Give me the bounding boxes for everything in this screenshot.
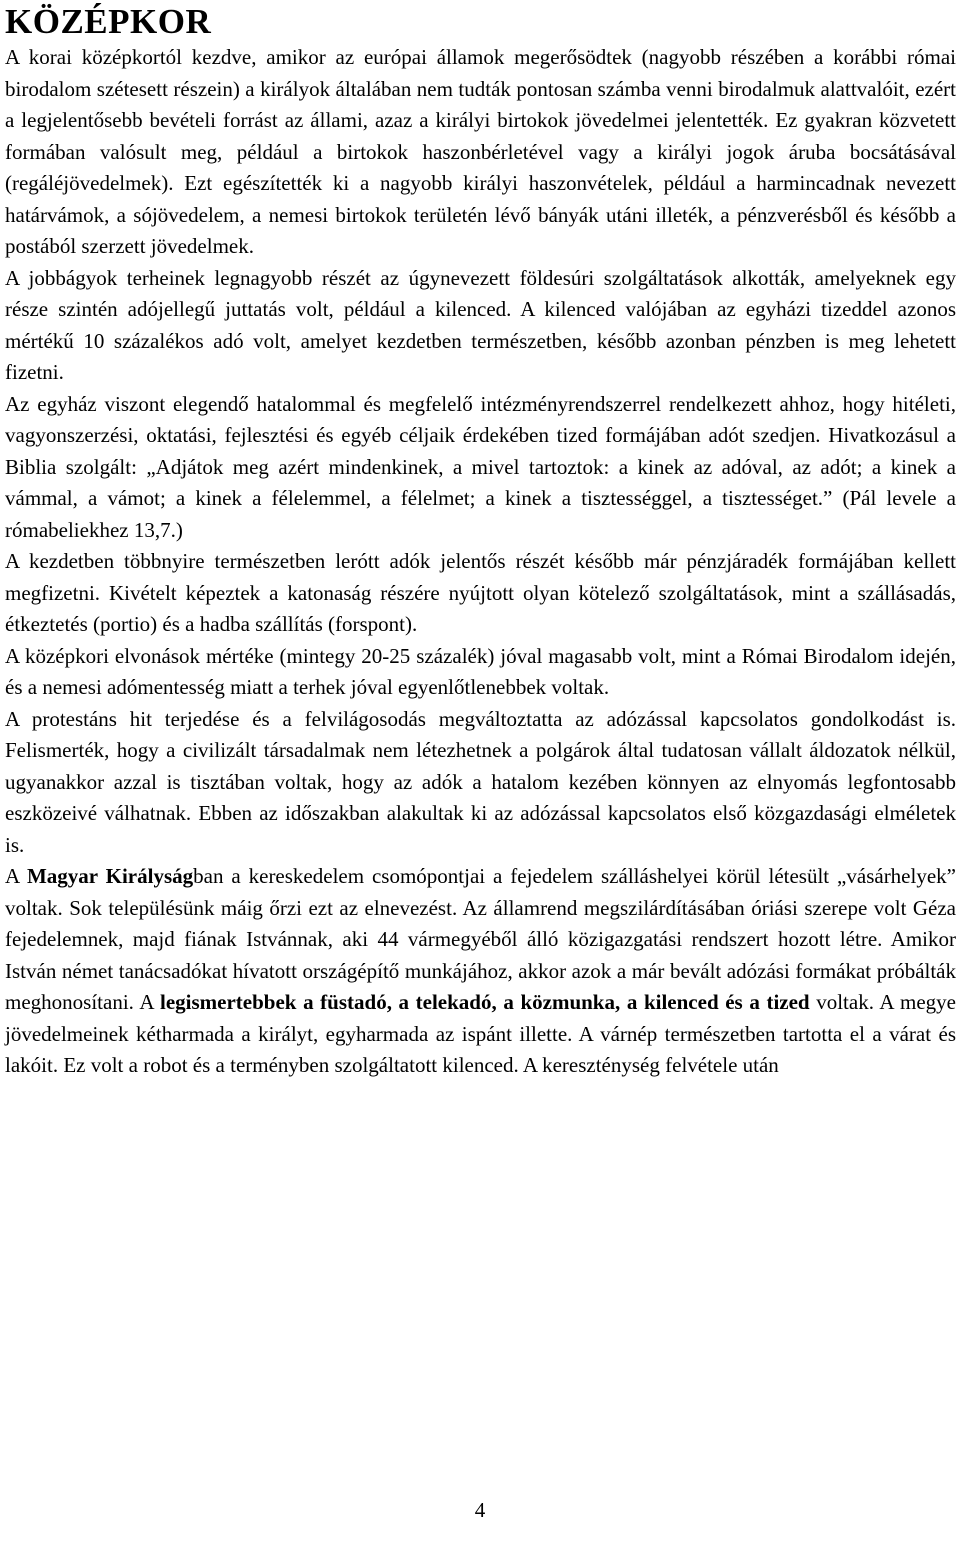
text-run: ban a kereskedelem csomópontjai a fejedelem szálláshelyei körül létesült „vásárhelyek” voltak. Sok településünk máig őrzi ezt az elnevezést. Az államrend megszilárdításában óriási szerepe volt Géza fejedelemnek, majd fiának Istvánnak, aki 44 vármegyéből álló közigazgatási rendszert hozott létre. Amikor István német tanácsadókat hívatott országépítő munkájához, akkor azok a már bevált adózási formákat próbálták meghonosítani. A — [5, 864, 956, 1014]
page-number: 4 — [474, 1498, 486, 1522]
bold-tax-list: legismertebbek a füstadó, a telekadó, a közmunka, a kilenced és a tized — [159, 990, 810, 1014]
paragraph-serf-burdens: A jobbágyok terheinek legnagyobb részét az úgynevezett földesúri szolgáltatások alkották, amelyeknek egy része szintén adójellegű juttatás volt, például a kilenced. A kilenced valójában az egyházi tizeddel azonos mértékű 10 százalékos adó volt, amelyet kezdetben természetben, később azonban pénzben is meg lehetett fizetni. — [5, 265, 956, 384]
document-page — [5, 0, 956, 1082]
text-run: voltak. A megye jövedelmeinek kétharmada a királyt, egyharmada az ispánt illette. A várnép természetben tartotta el a várat és lakóit. Ez volt a robot és a terményben szolgáltatott kilenced. A kereszténység felvétele után — [5, 990, 957, 1077]
section-heading: KÖZÉPKOR — [5, 2, 212, 41]
paragraph-protestant-enlightenment: A protestáns hit terjedése és a felvilágosodás megváltoztatta az adózással kapcsolatos gondolkodást is. Felismerték, hogy a civilizált társadalmak nem létezhetnek a polgárok által tudatosan vállalt áldozatok nélkül, ugyanakkor azzal is tisztában voltak, hogy az adók a hatalom kezében könnyen az elnyomás legfontosabb eszközeivé válhatnak. Ebben az időszakban alakultak ki az adózással kapcsolatos első közgazdasági elméletek is. — [5, 706, 956, 857]
paragraph-medieval-levies: A középkori elvonások mértéke (mintegy 20-25 százalék) jóval magasabb volt, mint a Római Birodalom idején, és a nemesi adómentesség miatt a terhek jóval egyenlőtlenebbek voltak. — [5, 643, 956, 699]
bold-kingdom-name: Magyar Királyság — [26, 864, 194, 888]
text-run: A — [5, 864, 27, 888]
paragraph-church-tithe: Az egyház viszont elegendő hatalommal és megfelelő intézményrendszerrel rendelkezett ahhoz, hogy hitéleti, vagyonszerzési, oktatási, fejlesztési és egyéb céljaik érdekében tized formájában adót szedjen. Hivatkozásul a Biblia szolgált: „Adjátok meg azért mindenkinek, a mivel tartoztok: a kinek az adóval, az adót; a kinek a vámmal, a vámot; a kinek a félelemmel, a félelmet; a kinek a tisztességgel, a tisztességet.” (Pál levele a rómabeliekhez 13,7.) — [5, 391, 956, 542]
paragraph-money-rent: A kezdetben többnyire természetben lerótt adók jelentős részét később már pénzjáradék formájában kellett megfizetni. Kivételt képeztek a katonaság részére nyújtott olyan kötelező szolgáltatások, mint a szállásadás, étkeztetés (portio) és a hadba szállítás (forspont). — [5, 549, 956, 636]
paragraph-hungarian-kingdom — [5, 861, 956, 1082]
paragraph-royal-revenues: A korai középkortól kezdve, amikor az európai államok megerősödtek (nagyobb részében a korábbi római birodalom szétesett részein) a királyok általában nem tudták pontosan számba venni birodalmuk alattvalóit, ezért a legjelentősebb bevételi forrást az állami, azaz a királyi birtokok jövedelmei jelentették. Ez gyakran közvetett formában valósult meg, például a birtokok haszonbérletével vagy a királyi jogok áruba bocsátásával (regáléjövedelmek). Ezt egészítették ki a nagyobb királyi haszonvételek, például a harmincadnak nevezett határvámok, a sójövedelem, a nemesi birtokok területén lévő bányák utáni illeték, a pénzverésből és később a postából szerzett jövedelmek. — [5, 45, 956, 258]
